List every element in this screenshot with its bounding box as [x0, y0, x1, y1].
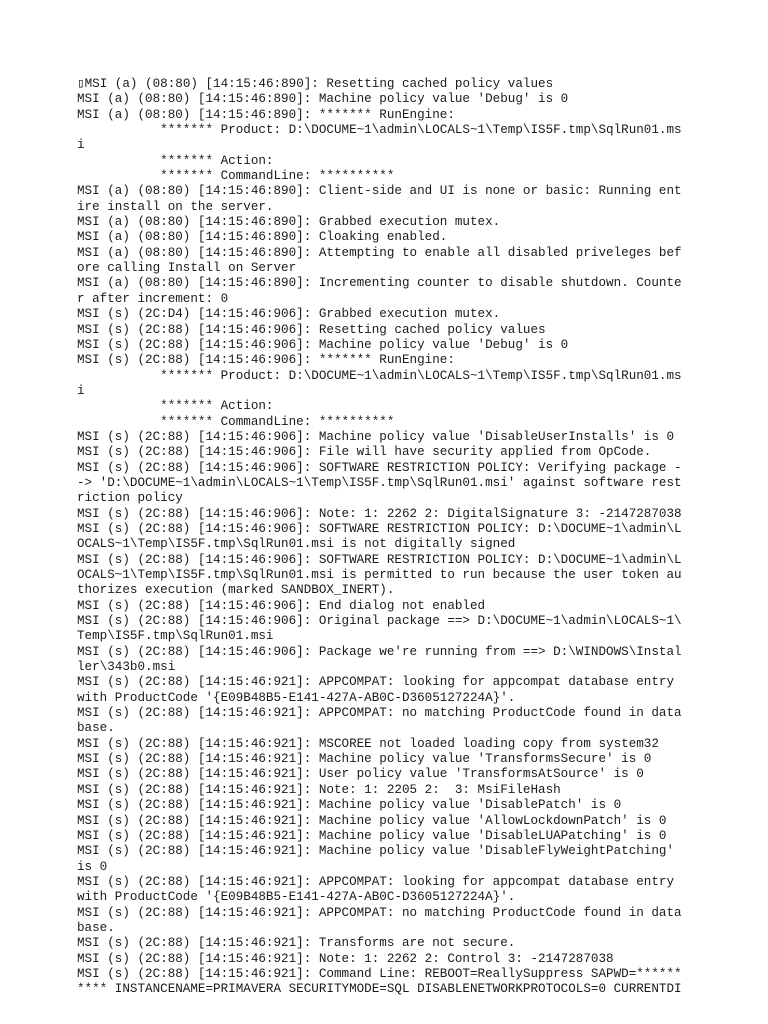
log-line: MSI (s) (2C:88) [14:15:46:921]: Command Line: REBOOT=ReallySuppress SAPWD=******	[77, 966, 682, 981]
log-line: with ProductCode '{E09B48B5-E141-427A-AB0C-D3605127224A}'.	[77, 690, 516, 705]
log-line: ******* Product: D:\DOCUME~1\admin\LOCALS~1\Temp\IS5F.tmp\SqlRun01.ms	[77, 368, 682, 383]
log-line: MSI (s) (2C:88) [14:15:46:906]: File will have security applied from OpCode.	[77, 445, 652, 460]
log-line: MSI (s) (2C:88) [14:15:46:906]: SOFTWARE RESTRICTION POLICY: D:\DOCUME~1\admin\L	[77, 521, 682, 536]
log-line: MSI (s) (2C:88) [14:15:46:921]: Machine policy value 'TransformsSecure' is 0	[77, 752, 652, 767]
log-line: ▯MSI (a) (08:80) [14:15:46:890]: Resetting cached policy values	[77, 77, 554, 91]
log-line: MSI (s) (2C:88) [14:15:46:906]: Machine policy value 'Debug' is 0	[77, 337, 569, 352]
log-line: MSI (a) (08:80) [14:15:46:890]: Grabbed execution mutex.	[77, 215, 501, 230]
log-line: ore calling Install on Server	[77, 261, 297, 276]
log-line: ******* Action:	[77, 399, 274, 414]
log-line: MSI (s) (2C:88) [14:15:46:921]: Transforms are not secure.	[77, 936, 516, 951]
log-line: MSI (s) (2C:88) [14:15:46:906]: Note: 1: 2262 2: DigitalSignature 3: -2147287038	[77, 506, 682, 521]
log-line: MSI (a) (08:80) [14:15:46:890]: ******* RunEngine:	[77, 107, 455, 122]
log-line: r after increment: 0	[77, 291, 229, 306]
log-line: MSI (s) (2C:88) [14:15:46:921]: User policy value 'TransformsAtSource' is 0	[77, 767, 644, 782]
log-line: riction policy	[77, 491, 183, 506]
log-line: base.	[77, 721, 115, 736]
log-line: MSI (s) (2C:88) [14:15:46:921]: Machine policy value 'DisableFlyWeightPatching'	[77, 844, 675, 859]
log-line: MSI (s) (2C:88) [14:15:46:906]: SOFTWARE RESTRICTION POLICY: Verifying package -	[77, 460, 682, 475]
log-line: MSI (s) (2C:88) [14:15:46:906]: Machine policy value 'DisableUserInstalls' is 0	[77, 429, 675, 444]
log-line: **** INSTANCENAME=PRIMAVERA SECURITYMODE=SQL DISABLENETWORKPROTOCOLS=0 CURRENTDI	[77, 982, 682, 997]
log-line: MSI (s) (2C:88) [14:15:46:921]: APPCOMPAT: looking for appcompat database entry	[77, 874, 675, 889]
log-line: MSI (a) (08:80) [14:15:46:890]: Client-side and UI is none or basic: Running ent	[77, 184, 682, 199]
log-line: MSI (s) (2C:88) [14:15:46:921]: APPCOMPAT: no matching ProductCode found in data	[77, 905, 682, 920]
log-line: i	[77, 383, 85, 398]
log-line: thorizes execution (marked SANDBOX_INERT).	[77, 583, 395, 598]
log-line: MSI (s) (2C:88) [14:15:46:921]: Note: 1: 2262 2: Control 3: -2147287038	[77, 951, 614, 966]
log-line: MSI (a) (08:80) [14:15:46:890]: Cloaking enabled.	[77, 230, 448, 245]
log-line: ler\343b0.msi	[77, 660, 176, 675]
log-line: ******* CommandLine: **********	[77, 414, 395, 429]
log-line: ******* CommandLine: **********	[77, 169, 395, 184]
log-line: MSI (s) (2C:88) [14:15:46:921]: APPCOMPAT: looking for appcompat database entry	[77, 675, 675, 690]
log-line: MSI (a) (08:80) [14:15:46:890]: Incrementing counter to disable shutdown. Counte	[77, 276, 682, 291]
log-line: MSI (s) (2C:88) [14:15:46:921]: MSCOREE not loaded loading copy from system32	[77, 736, 659, 751]
log-line: MSI (s) (2C:88) [14:15:46:906]: End dialog not enabled	[77, 598, 486, 613]
log-line: base.	[77, 920, 115, 935]
log-line: -> 'D:\DOCUME~1\admin\LOCALS~1\Temp\IS5F.tmp\SqlRun01.msi' against software rest	[77, 475, 682, 490]
log-line: MSI (s) (2C:88) [14:15:46:906]: Original package ==> D:\DOCUME~1\admin\LOCALS~1\	[77, 614, 682, 629]
log-line: ******* Product: D:\DOCUME~1\admin\LOCALS~1\Temp\IS5F.tmp\SqlRun01.ms	[77, 123, 682, 138]
log-line: OCALS~1\Temp\IS5F.tmp\SqlRun01.msi is permitted to run because the user token au	[77, 568, 682, 582]
log-line: MSI (a) (08:80) [14:15:46:890]: Attempting to enable all disabled priveleges bef	[77, 245, 682, 260]
log-line: MSI (s) (2C:88) [14:15:46:921]: Note: 1: 2205 2: 3: MsiFileHash	[77, 782, 561, 797]
log-line: i	[77, 138, 85, 153]
log-line: MSI (s) (2C:88) [14:15:46:906]: Resetting cached policy values	[77, 322, 546, 337]
log-line: Temp\IS5F.tmp\SqlRun01.msi	[77, 629, 274, 644]
log-line: with ProductCode '{E09B48B5-E141-427A-AB0C-D3605127224A}'.	[77, 890, 516, 905]
log-line: MSI (s) (2C:88) [14:15:46:906]: SOFTWARE RESTRICTION POLICY: D:\DOCUME~1\admin\L	[77, 552, 682, 567]
log-line: MSI (s) (2C:88) [14:15:46:921]: Machine policy value 'DisablePatch' is 0	[77, 798, 622, 813]
log-line: MSI (a) (08:80) [14:15:46:890]: Machine policy value 'Debug' is 0	[77, 92, 569, 107]
log-line: MSI (s) (2C:88) [14:15:46:921]: Machine policy value 'DisableLUAPatching' is 0	[77, 828, 667, 843]
log-line: OCALS~1\Temp\IS5F.tmp\SqlRun01.msi is not digitally signed	[77, 537, 516, 552]
log-line: ire install on the server.	[77, 199, 274, 214]
log-line: MSI (s) (2C:88) [14:15:46:921]: APPCOMPAT: no matching ProductCode found in data	[77, 706, 682, 721]
log-line: ******* Action:	[77, 153, 274, 168]
log-line: MSI (s) (2C:88) [14:15:46:921]: Machine policy value 'AllowLockdownPatch' is 0	[77, 813, 667, 828]
log-line: MSI (s) (2C:88) [14:15:46:906]: ******* RunEngine:	[77, 353, 455, 368]
log-line: MSI (s) (2C:88) [14:15:46:906]: Package we're running from ==> D:\WINDOWS\Instal	[77, 644, 682, 659]
log-line: MSI (s) (2C:D4) [14:15:46:906]: Grabbed execution mutex.	[77, 307, 501, 322]
log-line: is 0	[77, 859, 108, 874]
log-text	[77, 77, 757, 998]
